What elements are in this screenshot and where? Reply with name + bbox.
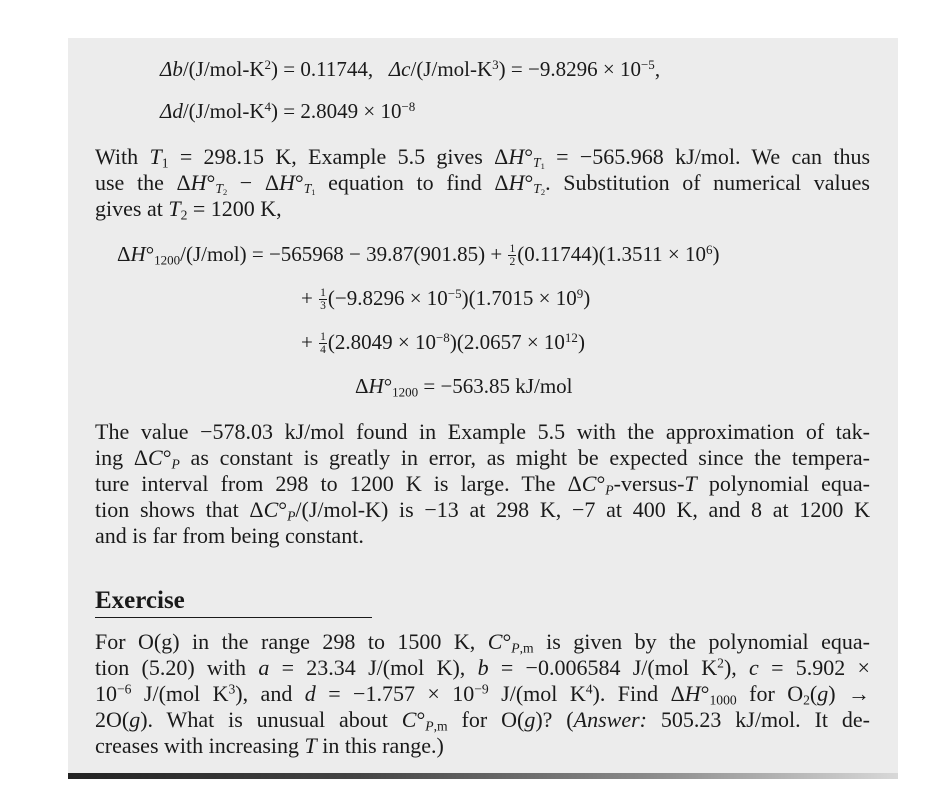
equation-delta-b-c: $\Delta b/(J/mol-K^2) = 0.11744$, $\Delta c/(J/mol-K^3) = -9.8296 \times 10^{-5}$, [160, 56, 661, 81]
exercise-line-2: tion (5.20) with a = 23.34 J/(mol K), b = −0.006584 J/(mol $K^2$), c = 5.902 × [95, 655, 870, 680]
paragraph-2-line-5: and is far from being constant. [95, 523, 364, 548]
exercise-line-5: creases with increasing T in this range.) [95, 733, 444, 758]
calc-row-3: + $\frac{1}{4}$ $(2.8049 \times 10^{-8})(2.0657 \times 10^{12})$ [301, 329, 585, 357]
paragraph-2-line-1: The value −578.03 kJ/mol found in Example 5.5 with the approximation of tak- [95, 419, 870, 444]
calc-result: $\Delta H^\circ_{1200} = -563.85$ kJ/mol [355, 374, 573, 400]
calc-row-1: $\Delta H^\circ_{1200}/(J/mol) = -565968 - 39.87(901.85)$ + $\frac{1}{2}$ $(0.11744)(1.3511 \times 10^6)$ [117, 241, 720, 269]
bottom-rule [68, 773, 898, 779]
equation-delta-d: $\Delta d/(J/mol-K^4) = 2.8049 \times 10^{-8}$ [160, 98, 416, 123]
paragraph-2-line-3: ture interval from 298 to 1200 K is large. The $\Delta C^\circ_P-versus-T$ polynomial equa- [95, 471, 871, 498]
exercise-line-4: 2O(g). What is unusual about $C^\circ_{P,m}$ for O(g)? (Answer: 505.23 kJ/mol. It de- [95, 707, 871, 734]
exercise-heading: Exercise [95, 587, 185, 614]
paragraph-2-line-4: tion shows that $\Delta C^\circ_P/(J/mol-K)$ is −13 at 298 K, −7 at 400 K, and 8 at 1200 K [95, 497, 870, 524]
exercise-heading-rule [95, 617, 372, 618]
paragraph-1-line-2: use the $\Delta H^\circ_{T_2} - \Delta H^\circ_{T_1}$ equation to find $\Delta H^\circ_{T_2}$. Substitution of numerical values [95, 170, 870, 198]
paragraph-2-line-2: ing $\Delta C^\circ_P$ as constant is greatly in error, as might be expected since the tempera- [95, 445, 870, 472]
paragraph-1-line-3: gives at $T_2 = 1200$ K, [95, 196, 282, 223]
calc-row-2: + $\frac{1}{3}$ $(-9.8296 \times 10^{-5})(1.7015 \times 10^9)$ [301, 285, 591, 313]
paragraph-1-line-1: With $T_1 = 298.15$ K, Example 5.5 gives $\Delta H^\circ_{T_1} = -565.968$ kJ/mol. We can thus [95, 144, 871, 172]
exercise-line-3: $10^{-6}$ J/(mol $K^3$), and $d = -1.757 \times 10^{-9}$ J/(mol $K^4$). Find $\Delta H^\circ_{1000}$ for $O_2(g)$ → [95, 681, 871, 708]
exercise-line-1: For O(g) in the range 298 to 1500 K, $C^\circ_{P,m}$ is given by the polynomial equa- [95, 629, 871, 656]
